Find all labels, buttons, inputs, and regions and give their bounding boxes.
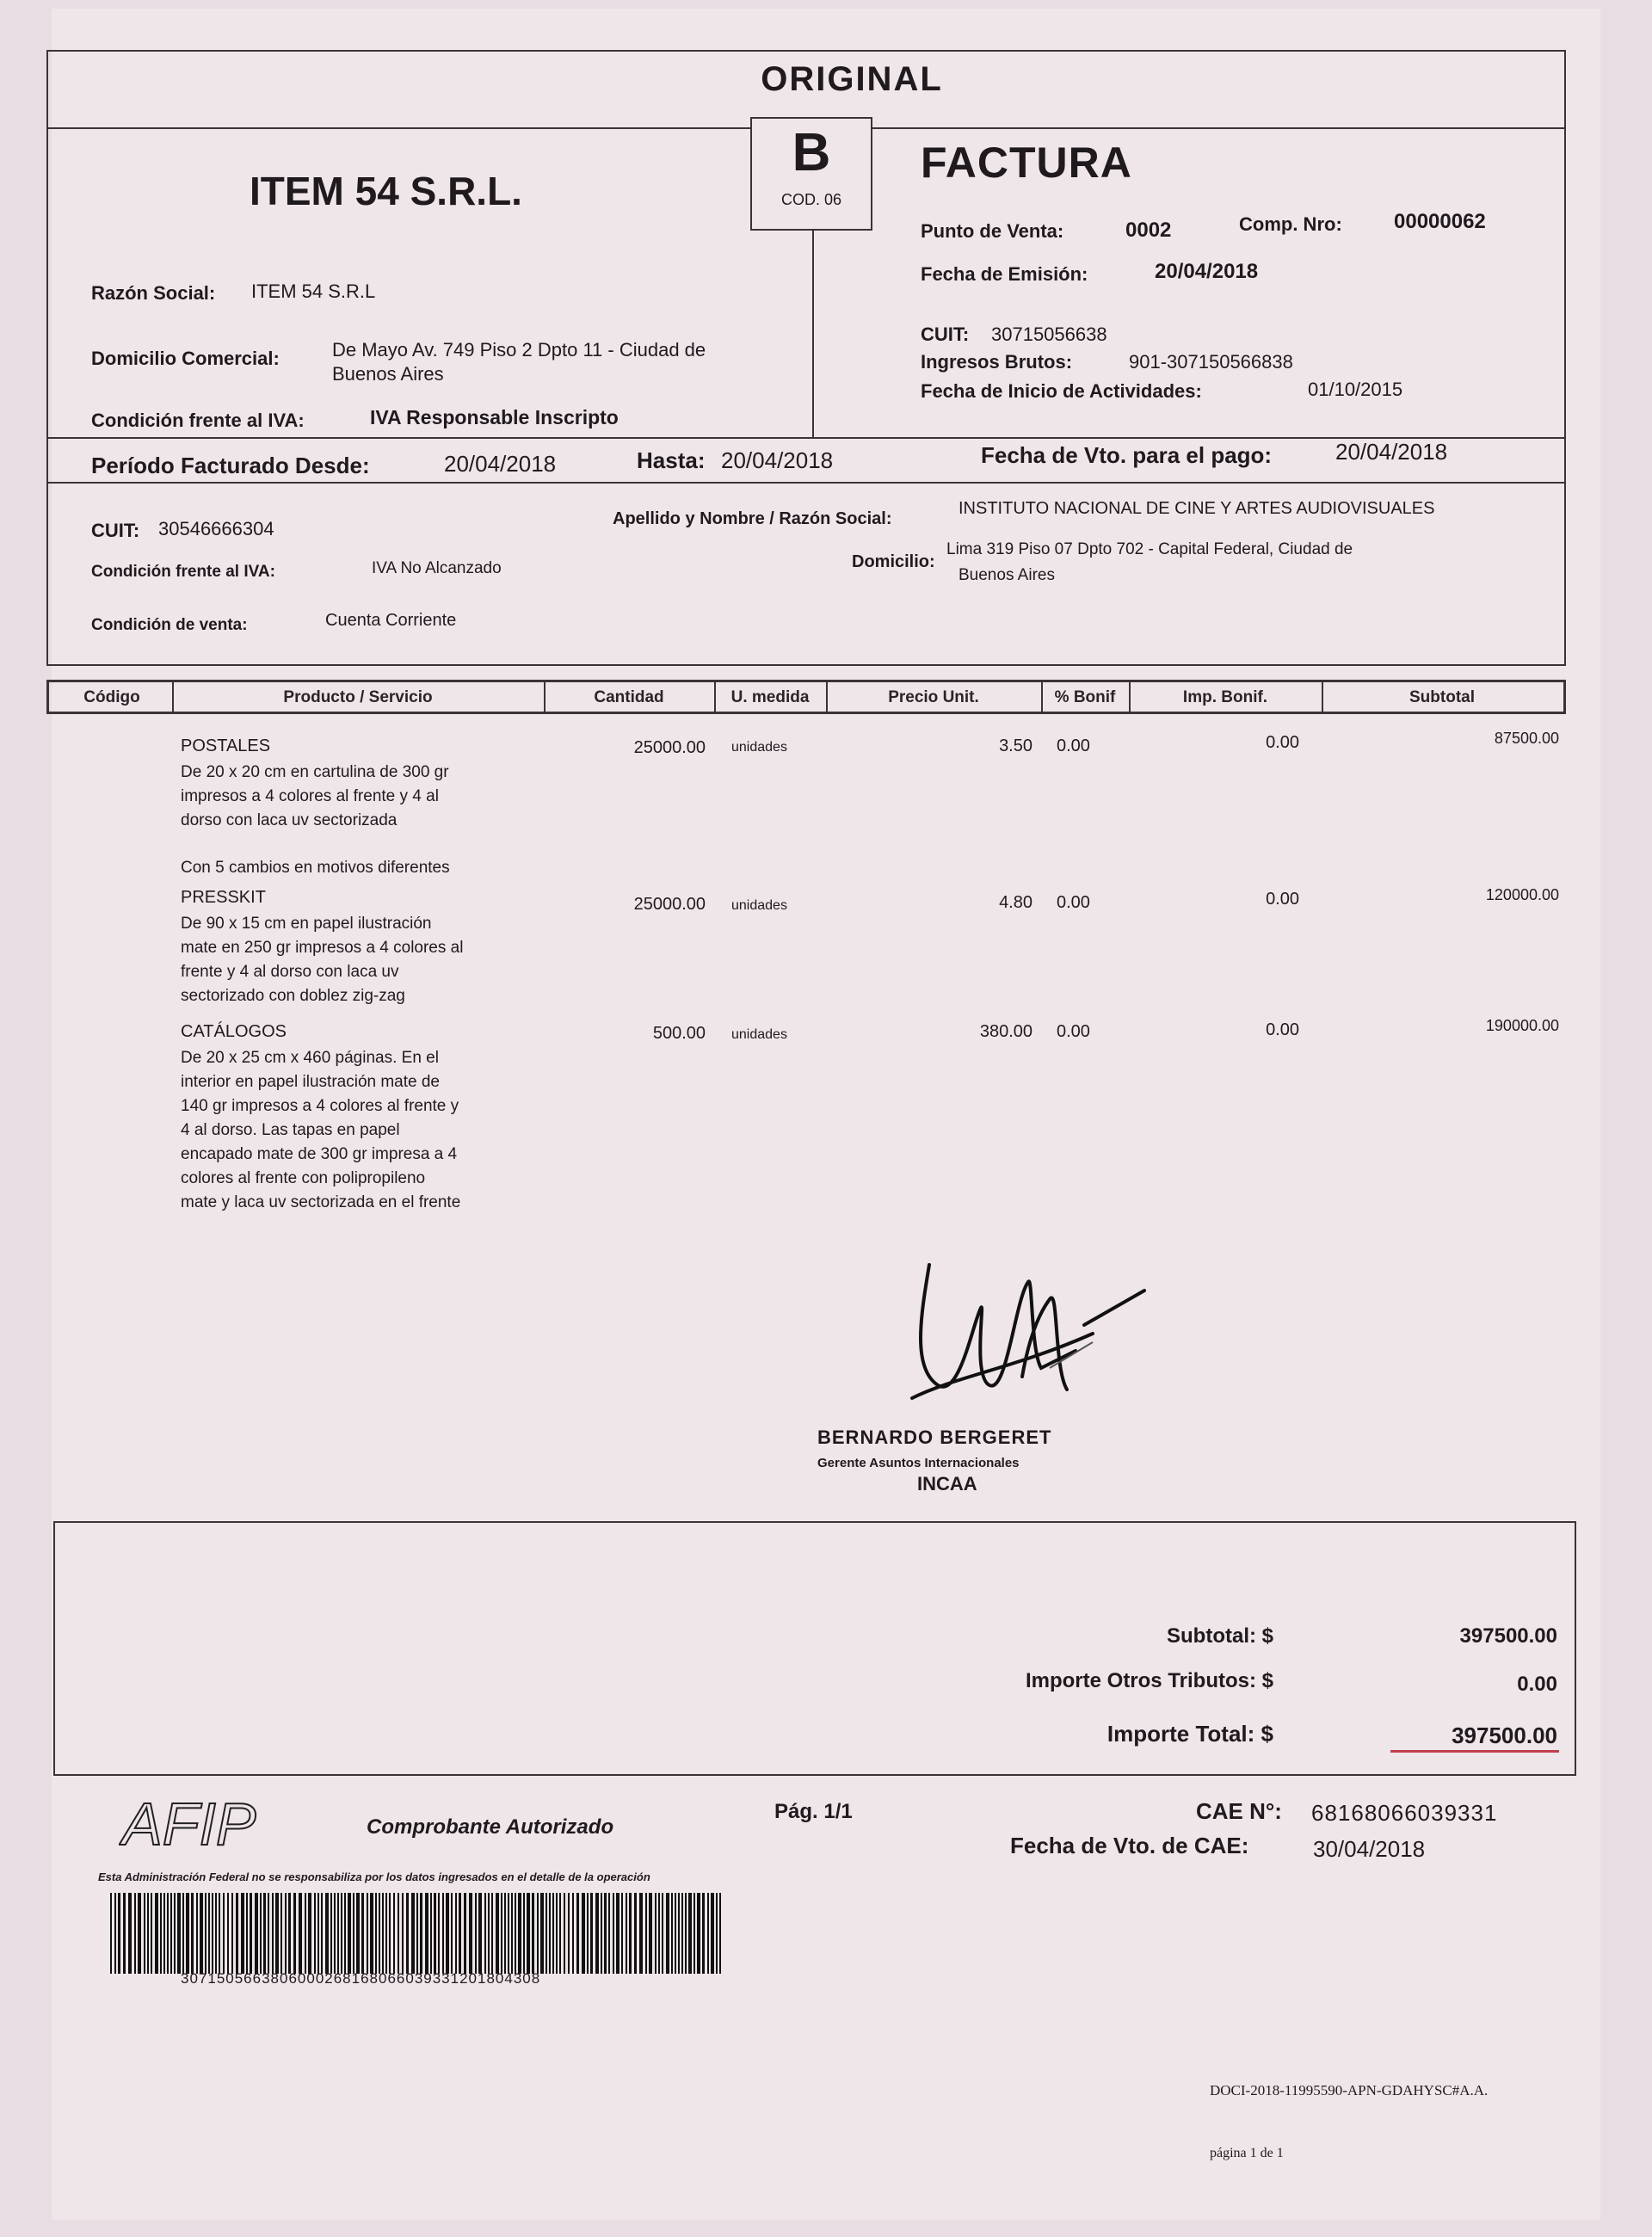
barcode-bar bbox=[488, 1893, 490, 1974]
periodo-hasta-label: Hasta: bbox=[637, 447, 706, 473]
barcode-bar bbox=[317, 1893, 319, 1974]
barcode-bar bbox=[639, 1893, 643, 1974]
issuer-cuit-value: 30715056638 bbox=[991, 324, 1107, 345]
barcode-bar bbox=[191, 1893, 194, 1974]
iibb-label: Ingresos Brutos: bbox=[921, 351, 1073, 373]
barcode-bar bbox=[662, 1893, 663, 1974]
item-imp-bonif: 0.00 bbox=[1266, 1020, 1299, 1039]
barcode-bar bbox=[621, 1893, 623, 1974]
domicilio-comercial-label: Domicilio Comercial: bbox=[91, 348, 280, 369]
barcode-bar bbox=[241, 1893, 244, 1974]
barcode-bar bbox=[604, 1893, 607, 1974]
barcode-bar bbox=[382, 1893, 384, 1974]
doc-reference: DOCI-2018-11995590-APN-GDAHYSC#A.A. bbox=[1210, 2082, 1489, 2098]
client-iva-label: Condición frente al IVA: bbox=[91, 563, 275, 581]
desc-line: sectorizado con doblez zig-zag bbox=[181, 987, 405, 1005]
punto-venta-label: Punto de Venta: bbox=[921, 220, 1064, 242]
item-bonif: 0.00 bbox=[1057, 1022, 1090, 1041]
barcode-bar bbox=[455, 1893, 457, 1974]
barcode-bar bbox=[370, 1893, 373, 1974]
barcode-bar bbox=[626, 1893, 627, 1974]
periodo-desde-label: Período Facturado Desde: bbox=[91, 453, 370, 478]
barcode-bar bbox=[478, 1893, 482, 1974]
barcode-bar bbox=[559, 1893, 561, 1974]
barcode-bar bbox=[532, 1893, 534, 1974]
client-venta-label: Condición de venta: bbox=[91, 616, 248, 634]
barcode-bar bbox=[420, 1893, 422, 1974]
razon-social-label: Razón Social: bbox=[91, 282, 216, 304]
item-cantidad: 500.00 bbox=[652, 1024, 706, 1043]
client-venta-value: Cuenta Corriente bbox=[325, 611, 457, 630]
barcode-bar bbox=[590, 1893, 593, 1974]
item-title: POSTALES bbox=[181, 736, 271, 755]
cae-vto-value: 30/04/2018 bbox=[1313, 1836, 1426, 1862]
barcode-bar bbox=[367, 1893, 368, 1974]
subtotal-value: 397500.00 bbox=[1459, 1624, 1557, 1648]
barcode-bar bbox=[508, 1893, 509, 1974]
barcode-bar bbox=[215, 1893, 217, 1974]
item-precio: 3.50 bbox=[999, 736, 1032, 755]
barcode-bar bbox=[134, 1893, 136, 1974]
barcode-bar bbox=[223, 1893, 225, 1974]
barcode-bar bbox=[123, 1893, 126, 1974]
item-precio: 4.80 bbox=[999, 893, 1032, 912]
barcode-bar bbox=[353, 1893, 354, 1974]
barcode-bar bbox=[582, 1893, 585, 1974]
th-precio: Precio Unit. bbox=[888, 688, 979, 706]
item-subtotal: 190000.00 bbox=[1485, 1017, 1559, 1034]
page-number: Pág. 1/1 bbox=[774, 1800, 853, 1823]
item-unidad: unidades bbox=[731, 740, 787, 755]
subtotal-label: Subtotal: $ bbox=[1167, 1624, 1273, 1648]
barcode-bar bbox=[186, 1893, 189, 1974]
barcode-bar bbox=[255, 1893, 258, 1974]
vto-pago-label: Fecha de Vto. para el pago: bbox=[981, 442, 1273, 468]
desc-line: De 20 x 25 cm x 460 páginas. En el bbox=[181, 1049, 439, 1067]
barcode-bar bbox=[707, 1893, 709, 1974]
item-bonif: 0.00 bbox=[1057, 893, 1090, 912]
barcode-bar bbox=[167, 1893, 169, 1974]
barcode-bar bbox=[442, 1893, 444, 1974]
inicio-actividades-value: 01/10/2015 bbox=[1308, 379, 1403, 400]
item-description bbox=[181, 912, 463, 1008]
barcode-bar bbox=[658, 1893, 660, 1974]
invoice-page bbox=[52, 9, 1600, 2220]
company-logo-text: ITEM 54 S.R.L. bbox=[250, 169, 522, 213]
item-precio: 380.00 bbox=[979, 1022, 1032, 1041]
signer-org: INCAA bbox=[917, 1473, 977, 1494]
otros-tributos-value: 0.00 bbox=[1517, 1673, 1557, 1696]
barcode-bar bbox=[236, 1893, 238, 1974]
barcode-bar bbox=[138, 1893, 141, 1974]
barcode-bar bbox=[719, 1893, 721, 1974]
fecha-emision-label: Fecha de Emisión: bbox=[921, 263, 1088, 285]
barcode-bar bbox=[484, 1893, 486, 1974]
barcode-bar bbox=[205, 1893, 206, 1974]
barcode-bar bbox=[219, 1893, 220, 1974]
barcode-bar bbox=[546, 1893, 547, 1974]
total-value: 397500.00 bbox=[1452, 1722, 1557, 1748]
barcode-bar bbox=[491, 1893, 493, 1974]
barcode-bar bbox=[314, 1893, 316, 1974]
barcode-bar bbox=[411, 1893, 415, 1974]
barcode-bar bbox=[504, 1893, 506, 1974]
barcode-bar bbox=[325, 1893, 329, 1974]
fecha-emision-value: 20/04/2018 bbox=[1155, 260, 1259, 283]
client-cuit-value: 30546666304 bbox=[158, 518, 274, 539]
client-domicilio-label: Domicilio: bbox=[852, 552, 935, 571]
barcode-bar bbox=[649, 1893, 652, 1974]
item-title: PRESSKIT bbox=[181, 888, 266, 907]
barcode-bar bbox=[170, 1893, 172, 1974]
barcode-bar bbox=[263, 1893, 266, 1974]
desc-line: interior en papel ilustración mate de bbox=[181, 1073, 441, 1091]
barcode-bar bbox=[375, 1893, 377, 1974]
barcode-bar bbox=[231, 1893, 233, 1974]
barcode-bar bbox=[496, 1893, 499, 1974]
barcode-bar bbox=[568, 1893, 570, 1974]
barcode-bar bbox=[250, 1893, 252, 1974]
barcode-bar bbox=[334, 1893, 336, 1974]
barcode-bar bbox=[416, 1893, 418, 1974]
signature-scribble bbox=[878, 1248, 1170, 1454]
client-nombre-value: INSTITUTO NACIONAL DE CINE Y ARTES AUDIOVISUALES bbox=[959, 499, 1435, 518]
barcode-bar bbox=[389, 1893, 391, 1974]
barcode-bar bbox=[344, 1893, 346, 1974]
header-divider bbox=[812, 231, 814, 437]
barcode-bar bbox=[208, 1893, 210, 1974]
total-label: Importe Total: $ bbox=[1106, 1721, 1273, 1747]
barcode-bar bbox=[666, 1893, 669, 1974]
barcode-bar bbox=[681, 1893, 683, 1974]
barcode-bar bbox=[275, 1893, 279, 1974]
barcode-bar bbox=[501, 1893, 502, 1974]
barcode-bar bbox=[293, 1893, 296, 1974]
signer-name: BERNARDO BERGERET bbox=[817, 1427, 1052, 1448]
barcode-bar bbox=[402, 1893, 404, 1974]
barcode-bar bbox=[464, 1893, 466, 1974]
afip-logo-text: AFIP bbox=[122, 1795, 256, 1855]
barcode-bar bbox=[540, 1893, 544, 1974]
item-cantidad: 25000.00 bbox=[633, 738, 706, 757]
barcode-bar bbox=[227, 1893, 229, 1974]
vto-pago-value: 20/04/2018 bbox=[1335, 439, 1448, 465]
desc-line: colores al frente con polipropileno bbox=[181, 1169, 426, 1187]
item-subtotal: 120000.00 bbox=[1485, 886, 1559, 903]
signer-role: Gerente Asuntos Internacionales bbox=[817, 1456, 1020, 1470]
barcode-bar bbox=[212, 1893, 213, 1974]
barcode-bar bbox=[260, 1893, 262, 1974]
barcode-bar bbox=[356, 1893, 360, 1974]
periodo-hasta-value: 20/04/2018 bbox=[721, 447, 834, 473]
th-cantidad: Cantidad bbox=[594, 688, 664, 706]
item-title: CATÁLOGOS bbox=[181, 1022, 287, 1041]
barcode-bar bbox=[385, 1893, 387, 1974]
barcode-bar bbox=[398, 1893, 399, 1974]
barcode-bar bbox=[688, 1893, 692, 1974]
barcode-bar bbox=[518, 1893, 521, 1974]
barcode-bar bbox=[572, 1893, 574, 1974]
desc-line: De 90 x 15 cm en papel ilustración bbox=[181, 915, 432, 933]
item-description bbox=[181, 761, 449, 833]
barcode-bar bbox=[693, 1893, 695, 1974]
barcode-bar bbox=[576, 1893, 579, 1974]
item-imp-bonif: 0.00 bbox=[1266, 890, 1299, 909]
barcode-bar bbox=[406, 1893, 409, 1974]
item-cantidad: 25000.00 bbox=[633, 895, 706, 914]
barcode-bar bbox=[285, 1893, 287, 1974]
desc-line: dorso con laca uv sectorizada bbox=[181, 811, 398, 829]
domicilio-comercial-line1: De Mayo Av. 749 Piso 2 Dpto 11 - Ciudad de bbox=[332, 339, 706, 361]
barcode-bar bbox=[564, 1893, 565, 1974]
issuer-iva-label: Condición frente al IVA: bbox=[91, 410, 305, 431]
barcode-bar bbox=[110, 1893, 112, 1974]
barcode-bar bbox=[330, 1893, 332, 1974]
barcode-bar bbox=[446, 1893, 449, 1974]
barcode-bar bbox=[321, 1893, 323, 1974]
barcode-bar bbox=[163, 1893, 165, 1974]
barcode-bar bbox=[587, 1893, 589, 1974]
th-codigo: Código bbox=[83, 688, 140, 706]
barcode-bar bbox=[595, 1893, 599, 1974]
barcode-bar bbox=[160, 1893, 162, 1974]
comp-nro-label: Comp. Nro: bbox=[1239, 213, 1342, 235]
barcode-bar bbox=[515, 1893, 516, 1974]
iibb-value: 901-307150566838 bbox=[1129, 351, 1293, 373]
barcode-bar bbox=[114, 1893, 116, 1974]
comp-nro-value: 00000062 bbox=[1394, 210, 1486, 233]
barcode-bar bbox=[629, 1893, 632, 1974]
page-note: página 1 de 1 bbox=[1210, 2146, 1284, 2160]
barcode-bar bbox=[151, 1893, 152, 1974]
barcode-bar bbox=[523, 1893, 525, 1974]
barcode-bar bbox=[246, 1893, 248, 1974]
client-iva-value: IVA No Alcanzado bbox=[372, 559, 502, 577]
barcode-bar bbox=[678, 1893, 680, 1974]
barcode-bar bbox=[511, 1893, 513, 1974]
client-domicilio-line2: Buenos Aires bbox=[959, 566, 1055, 584]
item-bonif: 0.00 bbox=[1057, 736, 1090, 755]
barcode-bar bbox=[601, 1893, 602, 1974]
barcode-bar bbox=[475, 1893, 477, 1974]
desc-line: mate y laca uv sectorizada en el frente bbox=[181, 1193, 461, 1211]
barcode-bar bbox=[616, 1893, 620, 1974]
barcode-bar bbox=[379, 1893, 380, 1974]
domicilio-comercial-line2: Buenos Aires bbox=[332, 363, 444, 385]
barcode-bar bbox=[196, 1893, 198, 1974]
barcode-bar bbox=[288, 1893, 291, 1974]
barcode-bar bbox=[527, 1893, 530, 1974]
barcode-bar bbox=[268, 1893, 269, 1974]
desc-line: frente y 4 al dorso con laca uv bbox=[181, 963, 399, 981]
barcode-bar bbox=[556, 1893, 558, 1974]
barcode-bar bbox=[177, 1893, 181, 1974]
barcode-bar bbox=[430, 1893, 432, 1974]
barcode-bar bbox=[716, 1893, 718, 1974]
item-description bbox=[181, 1046, 460, 1215]
barcode-bar bbox=[393, 1893, 395, 1974]
barcode-bar bbox=[451, 1893, 453, 1974]
barcode-bar bbox=[702, 1893, 705, 1974]
barcode-bar bbox=[434, 1893, 436, 1974]
barcode-bar bbox=[118, 1893, 120, 1974]
th-subtotal: Subtotal bbox=[1409, 688, 1475, 706]
cae-value: 68168066039331 bbox=[1311, 1800, 1498, 1826]
barcode-bar bbox=[552, 1893, 554, 1974]
barcode-bar bbox=[305, 1893, 306, 1974]
issuer-iva-value: IVA Responsable Inscripto bbox=[370, 406, 619, 428]
barcode-bar bbox=[299, 1893, 302, 1974]
client-domicilio-line1: Lima 319 Piso 07 Dpto 702 - Capital Federal, Ciudad de bbox=[946, 540, 1353, 558]
barcode-bar bbox=[182, 1893, 184, 1974]
barcode-bar bbox=[613, 1893, 614, 1974]
desc-line: De 20 x 20 cm en cartulina de 300 gr bbox=[181, 763, 449, 781]
th-unidad: U. medida bbox=[730, 688, 810, 706]
barcode-bar bbox=[469, 1893, 472, 1974]
doc-letter: B bbox=[792, 123, 831, 182]
barcode-bar bbox=[671, 1893, 673, 1974]
barcode-bar bbox=[675, 1893, 676, 1974]
barcode-bar bbox=[147, 1893, 149, 1974]
afip-disclaimer: Esta Administración Federal no se responsabiliza por los datos ingresados en el detalle de la operación bbox=[98, 1870, 650, 1883]
barcode-bar bbox=[608, 1893, 610, 1974]
afip-logo bbox=[119, 1795, 265, 1855]
barcode-bar bbox=[645, 1893, 647, 1974]
barcode-bar bbox=[361, 1893, 364, 1974]
desc-line: 140 gr impresos a 4 colores al frente y bbox=[181, 1097, 459, 1115]
barcode-bar bbox=[711, 1893, 714, 1974]
item-unidad: unidades bbox=[731, 898, 787, 913]
desc-line: mate en 250 gr impresos a 4 colores al bbox=[181, 939, 464, 957]
barcode-bar bbox=[308, 1893, 311, 1974]
totals-box bbox=[53, 1521, 1576, 1776]
item-unidad: unidades bbox=[731, 1027, 787, 1042]
doc-type: FACTURA bbox=[921, 139, 1132, 187]
barcode-bar bbox=[155, 1893, 158, 1974]
desc-line: 4 al dorso. Las tapas en papel bbox=[181, 1121, 400, 1139]
barcode-bar bbox=[697, 1893, 700, 1974]
desc-line: encapado mate de 300 gr impresa a 4 bbox=[181, 1145, 458, 1163]
inicio-actividades-label: Fecha de Inicio de Actividades: bbox=[921, 380, 1202, 402]
th-bonif: % Bonif bbox=[1054, 688, 1116, 706]
barcode-bar bbox=[337, 1893, 339, 1974]
comprobante-autorizado: Comprobante Autorizado bbox=[367, 1815, 614, 1839]
desc-line: impresos a 4 colores al frente y 4 al bbox=[181, 787, 439, 805]
item-subtotal: 87500.00 bbox=[1494, 730, 1559, 747]
periodo-desde-value: 20/04/2018 bbox=[444, 451, 557, 477]
total-underline bbox=[1390, 1750, 1559, 1753]
barcode-bar bbox=[200, 1893, 203, 1974]
item-pre-note: Con 5 cambios en motivos diferentes bbox=[181, 859, 450, 877]
cae-vto-label: Fecha de Vto. de CAE: bbox=[1010, 1833, 1249, 1858]
doc-code: COD. 06 bbox=[780, 191, 842, 208]
barcode-bar bbox=[425, 1893, 428, 1974]
copy-label: ORIGINAL bbox=[761, 60, 943, 98]
barcode-bar bbox=[280, 1893, 282, 1974]
client-cuit-label: CUIT: bbox=[91, 520, 140, 541]
barcode-bar bbox=[459, 1893, 461, 1974]
barcode-bar bbox=[174, 1893, 176, 1974]
razon-social-value: ITEM 54 S.R.L bbox=[251, 280, 376, 302]
barcode-bar bbox=[348, 1893, 351, 1974]
barcode-bar bbox=[549, 1893, 551, 1974]
barcode-bar bbox=[128, 1893, 132, 1974]
barcode-bar bbox=[537, 1893, 539, 1974]
barcode-bar bbox=[341, 1893, 342, 1974]
th-producto: Producto / Servicio bbox=[283, 688, 433, 706]
barcode-bar bbox=[634, 1893, 637, 1974]
issuer-cuit-label: CUIT: bbox=[921, 324, 970, 345]
barcode-bar bbox=[144, 1893, 145, 1974]
barcode-bar bbox=[272, 1893, 274, 1974]
barcode-bar bbox=[438, 1893, 440, 1974]
barcode-number: 3071505663806000268168066039331201804308 bbox=[181, 1970, 541, 1987]
punto-venta-value: 0002 bbox=[1125, 219, 1172, 242]
barcode-bar bbox=[655, 1893, 656, 1974]
barcode-bar bbox=[685, 1893, 687, 1974]
item-imp-bonif: 0.00 bbox=[1266, 733, 1299, 752]
client-nombre-label: Apellido y Nombre / Razón Social: bbox=[613, 509, 892, 528]
cae-label: CAE N°: bbox=[1196, 1798, 1282, 1824]
barcode bbox=[107, 1888, 726, 1979]
th-imp-bonif: Imp. Bonif. bbox=[1182, 688, 1268, 706]
otros-tributos-label: Importe Otros Tributos: $ bbox=[1025, 1669, 1273, 1692]
